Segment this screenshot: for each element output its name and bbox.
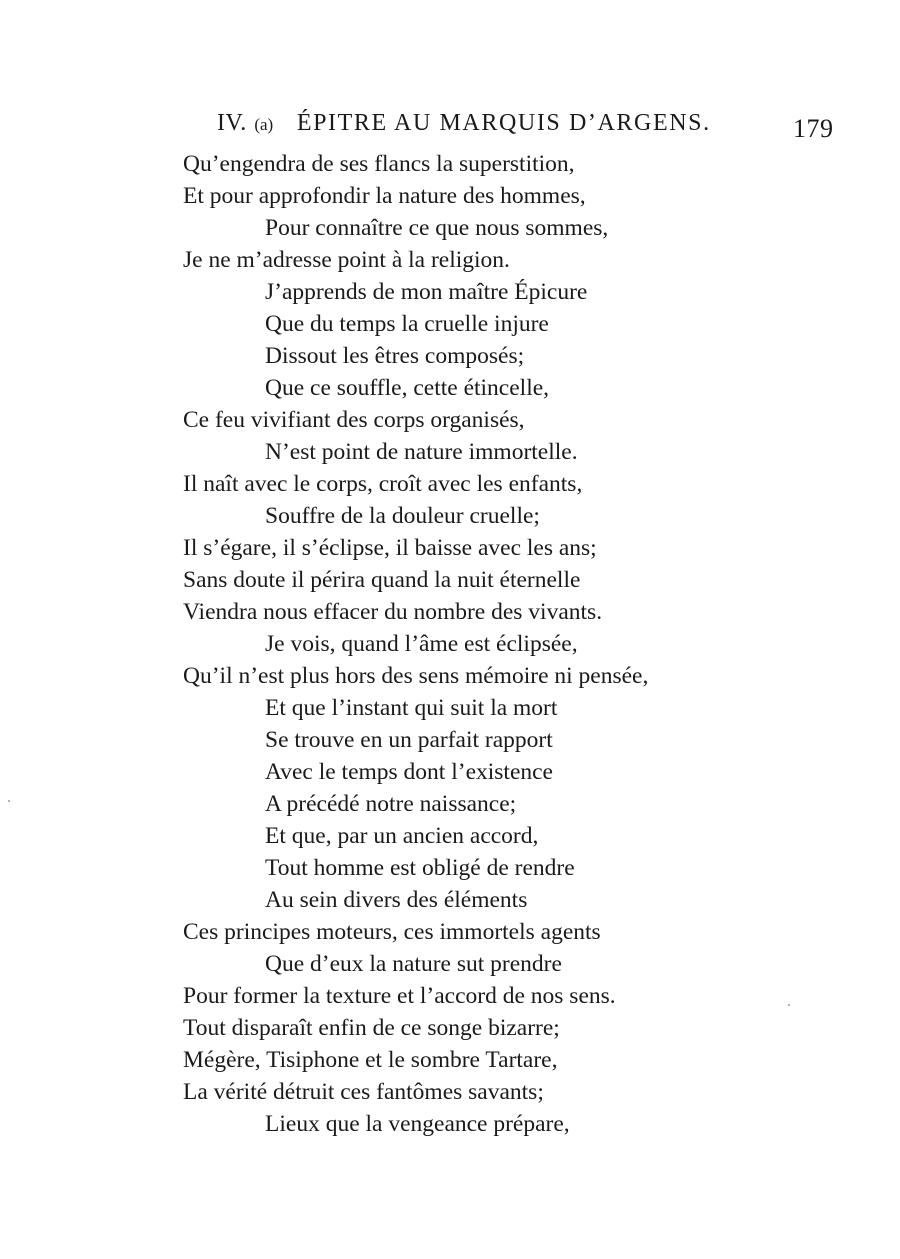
- verse-line: Et pour approfondir la nature des hommes,: [183, 183, 586, 209]
- verse-line: Ce feu vivifiant des corps organisés,: [183, 407, 525, 433]
- running-title: ÉPITRE AU MARQUIS D’ARGENS.: [296, 110, 711, 136]
- verse-line: Je ne m’adresse point à la religion.: [183, 247, 510, 273]
- verse-line: Qu’engendra de ses flancs la superstition,: [183, 151, 575, 177]
- verse-line: Que ce souffle, cette étincelle,: [265, 375, 550, 401]
- verse-line: Tout homme est obligé de rendre: [265, 855, 575, 881]
- verse-line: Il s’égare, il s’éclipse, il baisse avec les ans;: [183, 535, 597, 561]
- verse-line: Pour connaître ce que nous sommes,: [265, 215, 609, 241]
- chapter-number: IV.: [217, 110, 247, 136]
- verse-line: Et que, par un ancien accord,: [265, 823, 539, 849]
- verse-line: Qu’il n’est plus hors des sens mémoire ni pensée,: [183, 663, 649, 689]
- verse-line: Souffre de la douleur cruelle;: [265, 503, 540, 529]
- verse-line: Que d’eux la nature sut prendre: [265, 951, 562, 977]
- verse-line: Mégère, Tisiphone et le sombre Tartare,: [183, 1047, 558, 1073]
- running-head: [217, 108, 711, 140]
- verse-line: A précédé notre naissance;: [265, 791, 517, 817]
- footnote-marker: (a): [254, 115, 274, 134]
- verse-line: Tout disparaît enfin de ce songe bizarre;: [183, 1015, 560, 1041]
- verse-line: Viendra nous effacer du nombre des vivants.: [183, 599, 603, 625]
- verse-line: Sans doute il périra quand la nuit éternelle: [183, 567, 581, 593]
- verse-line: Lieux que la vengeance prépare,: [265, 1111, 570, 1137]
- print-speck: [788, 1004, 790, 1006]
- verse-line: Se trouve en un parfait rapport: [265, 727, 553, 753]
- verse-line: Il naît avec le corps, croît avec les enfants,: [183, 471, 583, 497]
- verse-line: Que du temps la cruelle injure: [265, 311, 549, 337]
- page-number: 179: [793, 114, 834, 143]
- print-speck: [8, 800, 10, 802]
- verse-line: N’est point de nature immortelle.: [265, 439, 578, 465]
- verse-line: Au sein divers des éléments: [265, 887, 528, 913]
- verse-line: Et que l’instant qui suit la mort: [265, 695, 558, 721]
- verse-line: Ces principes moteurs, ces immortels agents: [183, 919, 601, 945]
- verse-line: La vérité détruit ces fantômes savants;: [183, 1079, 544, 1105]
- verse-line: Dissout les êtres composés;: [265, 343, 525, 369]
- poem-text: [183, 148, 648, 1140]
- verse-line: Je vois, quand l’âme est éclipsée,: [265, 631, 578, 657]
- verse-line: J’apprends de mon maître Épicure: [265, 279, 588, 305]
- verse-line: Pour former la texture et l’accord de nos sens.: [183, 983, 616, 1009]
- verse-line: Avec le temps dont l’existence: [265, 759, 553, 785]
